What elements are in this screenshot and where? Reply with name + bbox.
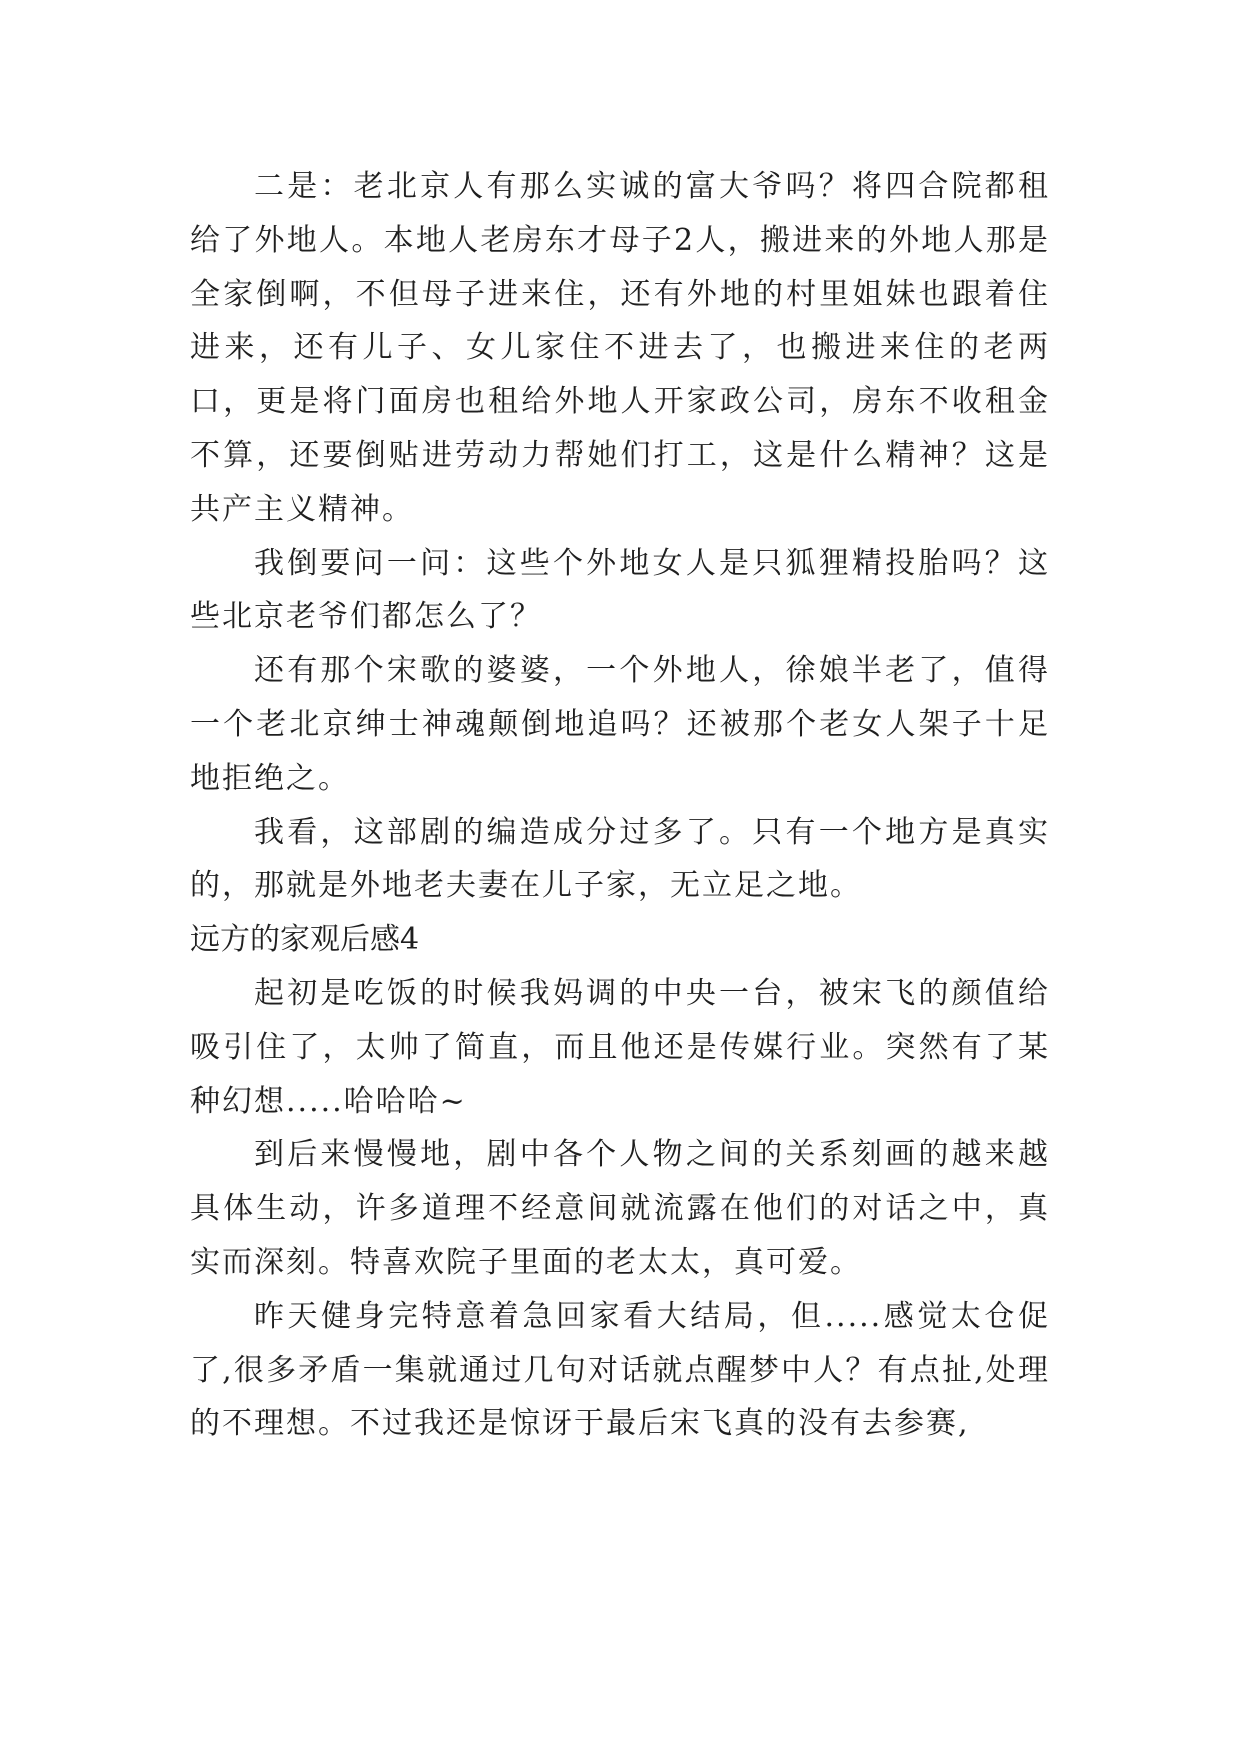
document-body — [190, 160, 1050, 1451]
paragraph-mother-in-law: 还有那个宋歌的婆婆，一个外地人，徐娘半老了，值得一个老北京绅士神魂颠倒地追吗？还被那个老女人架子十足地拒绝之。 — [190, 653, 1050, 796]
paragraph-question: 我倒要问一问：这些个外地女人是只狐狸精投胎吗？这些北京老爷们都怎么了？ — [190, 545, 1050, 635]
section-heading: 远方的家观后感4 — [190, 922, 420, 958]
paragraph-first-impression: 起初是吃饭的时候我妈调的中央一台，被宋飞的颜值给吸引住了，太帅了简直，而且他还是传媒行业。突然有了某种幻想.....哈哈哈~ — [190, 975, 1050, 1119]
paragraph-landlord-critique: 二是：老北京人有那么实诚的富大爷吗？将四合院都租给了外地人。本地人老房东才母子2人，搬进来的外地人那是全家倒啊，不但母子进来住，还有外地的村里姐妹也跟着住进来，还有儿子、女儿家住不进去了，也搬进来住的老两口，更是将门面房也租给外地人开家政公司，房东不收租金不算，还要倒贴进劳动力帮她们打工，这是什么精神？这是共产主义精神。 — [190, 169, 1050, 527]
paragraph-characters: 到后来慢慢地，剧中各个人物之间的关系刻画的越来越具体生动，许多道理不经意间就流露在他们的对话之中，真实而深刻。特喜欢院子里面的老太太，真可爱。 — [190, 1137, 1050, 1280]
paragraph-conclusion: 我看，这部剧的编造成分过多了。只有一个地方是真实的，那就是外地老夫妻在儿子家，无立足之地。 — [190, 814, 1050, 904]
paragraph-finale: 昨天健身完特意着急回家看大结局，但.....感觉太仓促了,很多矛盾一集就通过几句对话就点醒梦中人？有点扯,处理的不理想。不过我还是惊讶于最后宋飞真的没有去参赛, — [190, 1298, 1050, 1442]
